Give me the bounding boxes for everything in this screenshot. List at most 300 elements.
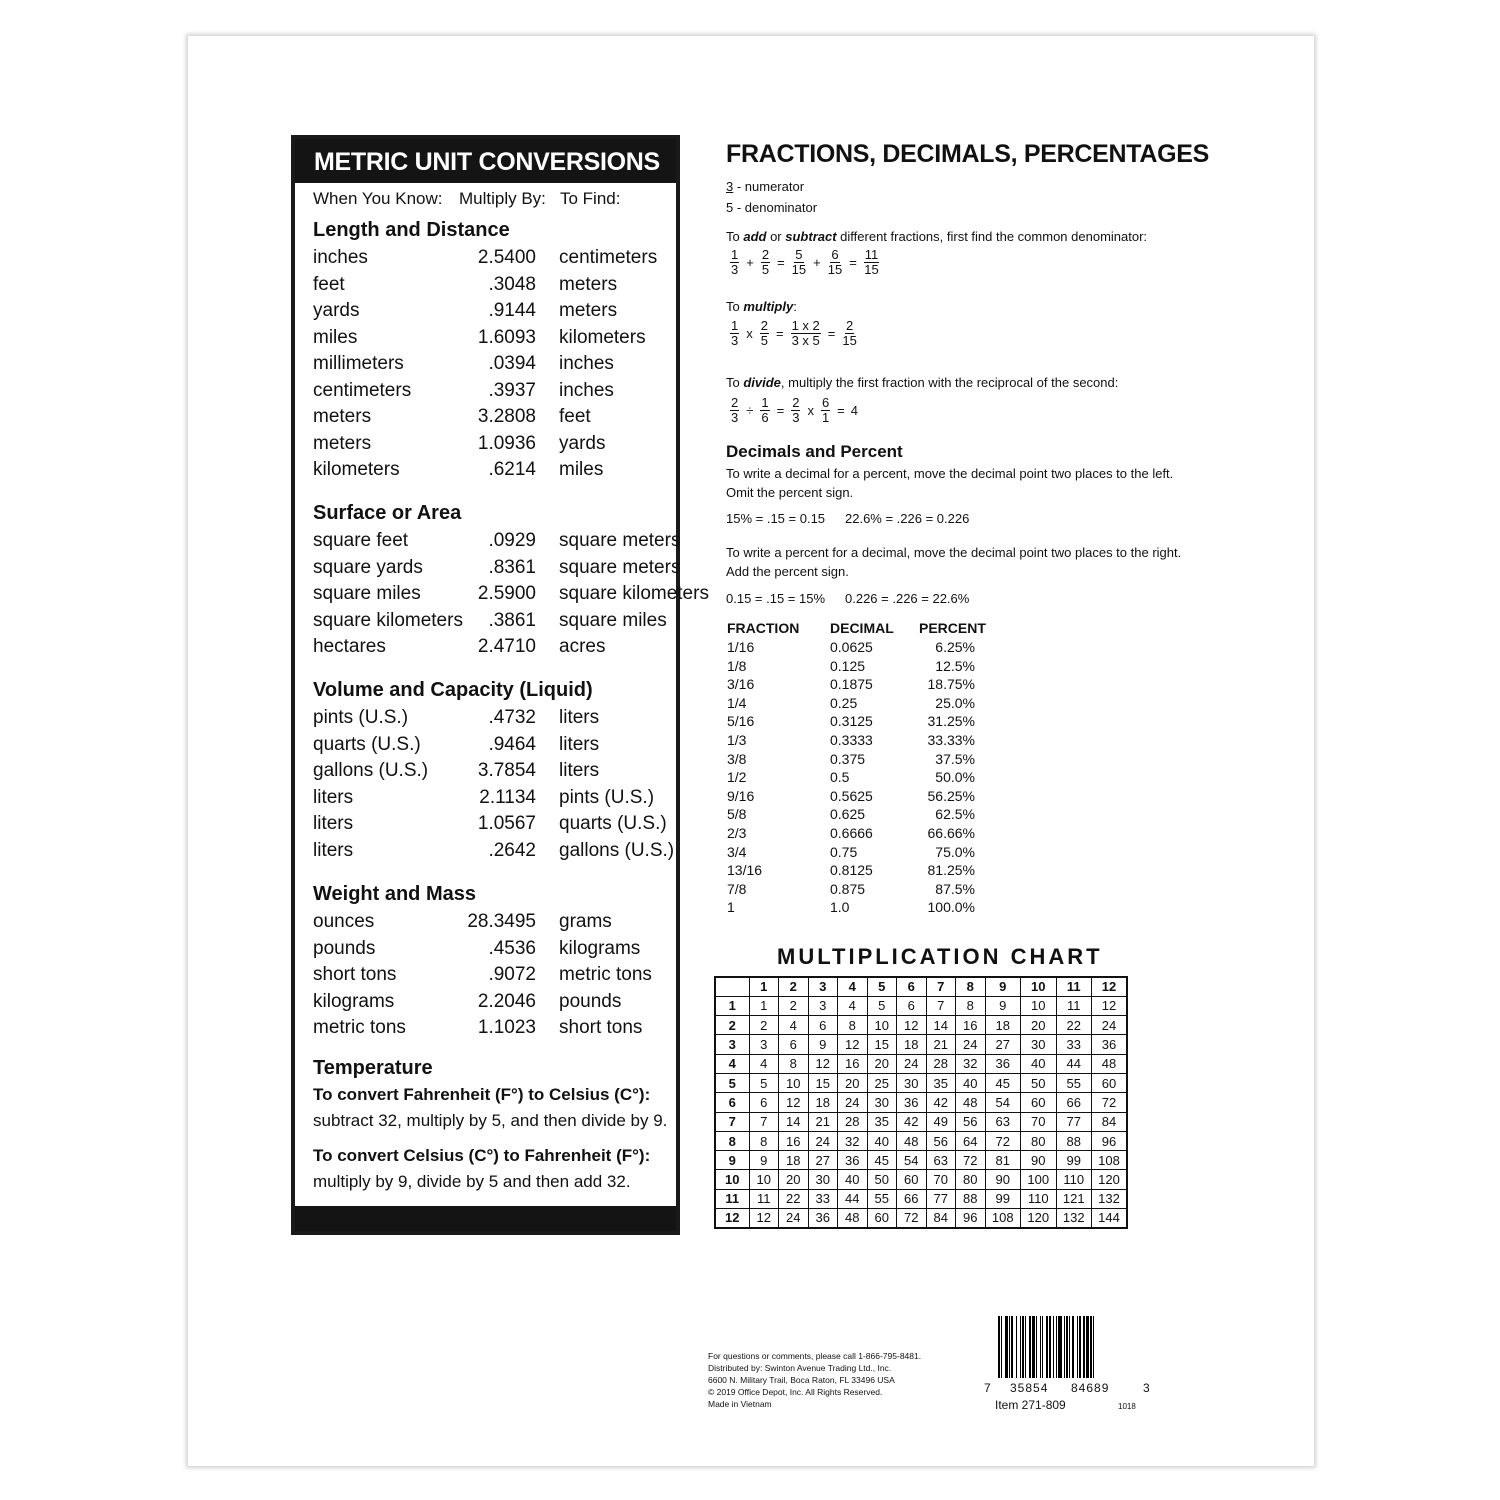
conversion-row (313, 247, 668, 273)
unit-from: feet (313, 273, 345, 295)
unit-to: square kilometers (559, 583, 709, 604)
mult-cell: 60 (867, 1209, 897, 1228)
mult-cell: 16 (956, 1016, 986, 1035)
mult-cell: 18 (985, 1016, 1021, 1035)
conversion-row (313, 707, 668, 733)
multiplier: 2.4710 (477, 636, 536, 657)
fdp-decimal: 0.3333 (830, 732, 873, 748)
mult-cell: 10 (715, 1170, 749, 1189)
mult-cell: 121 (1056, 1189, 1092, 1208)
mult-cell: 2 (715, 1016, 749, 1035)
mult-cell: 120 (1092, 1170, 1128, 1189)
footer-line: 6600 N. Military Trail, Boca Raton, FL 33496 USA (708, 1375, 895, 1385)
unit-from: liters (313, 813, 354, 834)
unit-from: liters (313, 786, 354, 808)
unit-from: yards (313, 300, 360, 321)
mult-cell: 8 (956, 996, 986, 1015)
mult-cell: 12 (1092, 996, 1128, 1015)
dec-para1-line1: To write a decimal for a percent, move the decimal point two places to the left. (726, 466, 1174, 481)
fdp-percent: 6.25% (935, 639, 975, 655)
unit-from: meters (313, 406, 372, 427)
dec-para2-line2: Add the percent sign. (726, 564, 849, 579)
mult-cell: 50 (1021, 1073, 1057, 1092)
mult-cell: 60 (1092, 1073, 1128, 1092)
mult-cell: 28 (838, 1112, 868, 1131)
mult-cell: 4 (838, 996, 868, 1015)
unit-to: liters (559, 733, 600, 755)
mult-cell: 3 (808, 977, 838, 996)
multiplier: 1.1023 (477, 1017, 536, 1038)
mult-cell: 10 (867, 1016, 897, 1035)
mult-cell: 8 (749, 1131, 779, 1150)
mult-cell: 20 (838, 1073, 868, 1092)
multiplier: 28.3495 (467, 911, 536, 932)
mult-cell: 8 (838, 1016, 868, 1035)
unit-to: miles (559, 459, 604, 480)
fdp-fraction: 3/8 (727, 750, 747, 767)
dec-para2-line1: To write a percent for a decimal, move the decimal point two places to the right. (726, 545, 1182, 560)
mult-row (715, 1016, 1127, 1035)
conversion-row (313, 991, 668, 1017)
mult-cell: 70 (1021, 1112, 1057, 1131)
fdp-fraction: 7/8 (727, 880, 747, 897)
mult-cell: 18 (779, 1151, 809, 1170)
mult-cell: 2 (779, 996, 809, 1015)
mult-cell: 28 (926, 1054, 956, 1073)
barcode-digit-right: 3 (1143, 1381, 1151, 1395)
conversion-row (313, 274, 668, 300)
footer-line: Distributed by: Swinton Avenue Trading Ltd., Inc. (708, 1363, 892, 1373)
mult-cell: 4 (779, 1016, 809, 1035)
temperature-title: Temperature (313, 1057, 433, 1079)
mult-cell: 2 (749, 1016, 779, 1035)
mult-cell: 35 (867, 1112, 897, 1131)
mult-cell: 132 (1092, 1189, 1128, 1208)
mult-cell: 4 (749, 1054, 779, 1073)
mult-cell: 6 (715, 1093, 749, 1112)
mult-row (715, 1170, 1127, 1189)
dec-para1-line2: Omit the percent sign. (726, 485, 854, 500)
col-when-you-know: When You Know: (313, 189, 443, 208)
mult-cell: 64 (956, 1131, 986, 1150)
mult-cell: 12 (1092, 977, 1128, 996)
mult-cell: 56 (956, 1112, 986, 1131)
unit-from: centimeters (313, 379, 412, 401)
conversion-row (313, 1017, 668, 1043)
mult-cell: 9 (808, 1035, 838, 1054)
divide-example: $\frac{2}{3}$ ÷ $\frac{1}{6}$ = $\frac{2}{3}$ x $\frac{6}{1}$ = 4 (731, 395, 858, 425)
unit-to: yards (559, 432, 606, 454)
mult-cell: 5 (867, 977, 897, 996)
unit-from: square kilometers (313, 609, 463, 631)
multiplier: 1.0936 (477, 432, 536, 454)
mult-cell: 132 (1056, 1209, 1092, 1228)
mult-cell: 10 (1021, 977, 1057, 996)
unit-to: meters (559, 300, 618, 321)
mult-cell: 56 (926, 1131, 956, 1150)
mult-cell: 1 (715, 996, 749, 1015)
mult-cell: 30 (808, 1170, 838, 1189)
fdp-percent: 37.5% (935, 750, 975, 767)
conversion-row (313, 459, 668, 485)
multiplier: 1.6093 (477, 326, 536, 348)
mult-cell: 14 (779, 1112, 809, 1131)
unit-from: square feet (313, 530, 409, 551)
mult-cell: 4 (838, 977, 868, 996)
fdp-decimal: 0.3125 (830, 713, 873, 730)
mult-cell: 54 (897, 1151, 927, 1170)
mult-cell: 24 (838, 1093, 868, 1112)
unit-to: pounds (559, 990, 622, 1012)
mult-cell: 80 (956, 1170, 986, 1189)
c-to-f-text: multiply by 9, divide by 5 and then add 32. (313, 1172, 631, 1191)
unit-to: inches (559, 353, 614, 374)
unit-from: liters (313, 839, 354, 861)
mult-cell: 48 (897, 1131, 927, 1150)
multiplier: 3.7854 (477, 760, 536, 781)
mult-cell: 66 (1056, 1093, 1092, 1112)
unit-from: inches (313, 247, 368, 268)
mult-cell: 88 (1056, 1131, 1092, 1150)
fdp-percent: 31.25% (927, 713, 975, 730)
mult-cell: 8 (956, 977, 986, 996)
col-to-find: To Find: (560, 189, 621, 208)
mult-cell (715, 977, 749, 996)
fdp-decimal: 0.5625 (830, 787, 873, 804)
add-instruction: To add or subtract different fractions, first find the common denominator: (726, 229, 1148, 244)
multiplier: 2.2046 (477, 990, 536, 1012)
mult-cell: 40 (1021, 1054, 1057, 1073)
mult-cell: 84 (926, 1209, 956, 1228)
fdp-percent: 25.0% (935, 694, 975, 711)
unit-to: liters (559, 760, 600, 781)
barcode-bar (1094, 1316, 1096, 1378)
mult-cell: 77 (926, 1189, 956, 1208)
unit-to: grams (559, 911, 612, 932)
mult-cell: 108 (1092, 1151, 1128, 1170)
mult-cell: 30 (897, 1073, 927, 1092)
fdp-decimal: 0.375 (830, 750, 866, 767)
mult-cell: 7 (749, 1112, 779, 1131)
mult-cell: 22 (1056, 1016, 1092, 1035)
mult-cell: 66 (897, 1189, 927, 1208)
mult-cell: 35 (926, 1073, 956, 1092)
mult-cell: 12 (897, 1016, 927, 1035)
mult-cell: 33 (808, 1189, 838, 1208)
mult-cell: 80 (1021, 1131, 1057, 1150)
unit-to: quarts (U.S.) (559, 813, 667, 834)
mult-cell: 24 (1092, 1016, 1128, 1035)
mult-cell: 30 (1021, 1035, 1057, 1054)
mult-row (715, 1131, 1127, 1150)
fdp-percent: 87.5% (935, 880, 975, 897)
mult-cell: 60 (1021, 1093, 1057, 1112)
fdp-decimal: 0.0625 (830, 639, 873, 655)
conversion-row (313, 380, 668, 406)
mult-cell: 8 (715, 1131, 749, 1150)
mult-row (715, 1209, 1127, 1228)
multiplier: .0394 (488, 353, 536, 374)
fdp-percent: 56.25% (927, 787, 975, 804)
mult-cell: 72 (985, 1131, 1021, 1150)
multiplier: .9072 (488, 964, 536, 985)
dec-example2b: 0.226 = .226 = 22.6% (845, 591, 970, 606)
fdp-fraction: 1/3 (727, 732, 747, 748)
mult-cell: 48 (1092, 1054, 1128, 1073)
divide-instruction: To divide, multiply the first fraction with the reciprocal of the second: (726, 375, 1119, 390)
mult-cell: 36 (808, 1209, 838, 1228)
fdp-percent: 12.5% (935, 657, 975, 674)
mult-cell: 5 (715, 1073, 749, 1092)
multiply-instruction: To multiply: (726, 299, 797, 314)
unit-from: pounds (313, 937, 376, 959)
mult-cell: 24 (897, 1054, 927, 1073)
unit-to: metric tons (559, 964, 652, 985)
conversion-row (313, 300, 668, 326)
metric-title: METRIC UNIT CONVERSIONS (295, 139, 676, 183)
conversion-row (313, 964, 668, 990)
multiply-example: $\frac{1}{3}$ x $\frac{2}{5}$ = $\frac{1 x 2}{3 x 5}$ = $\frac{2}{15}$ (731, 318, 857, 348)
multiplication-table (714, 976, 1128, 1229)
fdp-decimal: 1.0 (830, 899, 850, 916)
mult-cell: 12 (749, 1209, 779, 1228)
mult-cell: 99 (985, 1189, 1021, 1208)
mult-cell: 10 (1021, 996, 1057, 1015)
conversion-row (313, 530, 681, 556)
fdp-decimal: 0.6666 (830, 825, 873, 841)
unit-from: miles (313, 326, 358, 348)
mult-cell: 40 (867, 1131, 897, 1150)
unit-to: acres (559, 636, 606, 657)
mult-cell: 44 (838, 1189, 868, 1208)
footer-line: For questions or comments, please call 1-866-795-8481. (708, 1351, 922, 1361)
barcode (998, 1316, 1138, 1378)
mult-cell: 18 (808, 1093, 838, 1112)
mult-cell: 96 (1092, 1131, 1128, 1150)
conversion-row (313, 911, 668, 937)
mult-cell: 63 (985, 1112, 1021, 1131)
unit-from: quarts (U.S.) (313, 733, 421, 755)
unit-to: gallons (U.S.) (559, 839, 675, 861)
mult-cell: 110 (1021, 1189, 1057, 1208)
mult-cell: 96 (956, 1209, 986, 1228)
mult-cell: 44 (1056, 1054, 1092, 1073)
fdp-percent: 62.5% (935, 806, 975, 823)
mult-row (715, 1073, 1127, 1092)
fdp-head-percent: PERCENT (919, 620, 986, 636)
mult-cell: 6 (897, 996, 927, 1015)
fdp-percent: 33.33% (927, 732, 975, 748)
fdp-head-fraction: FRACTION (727, 620, 800, 636)
mult-cell: 9 (985, 996, 1021, 1015)
unit-to: kilograms (559, 937, 641, 959)
conversion-row (313, 813, 668, 839)
metric-footer-bar (295, 1206, 676, 1231)
mult-row (715, 1054, 1127, 1073)
mult-cell: 54 (985, 1093, 1021, 1112)
mult-cell: 72 (1092, 1093, 1128, 1112)
mult-cell: 24 (808, 1131, 838, 1150)
mult-cell: 9 (715, 1151, 749, 1170)
mult-cell: 14 (926, 1016, 956, 1035)
mult-row (715, 1189, 1127, 1208)
fdp-percent: 100.0% (927, 899, 975, 916)
numerator-note: 3 - numerator (726, 179, 805, 194)
mult-cell: 6 (808, 1016, 838, 1035)
mult-cell: 20 (779, 1170, 809, 1189)
unit-from: square yards (313, 556, 423, 578)
mult-cell: 99 (1056, 1151, 1092, 1170)
conversion-row (313, 787, 668, 813)
conversion-row (313, 327, 668, 353)
mult-cell: 16 (779, 1131, 809, 1150)
conversion-row (313, 610, 668, 636)
mult-cell: 88 (956, 1189, 986, 1208)
mult-cell: 20 (867, 1054, 897, 1073)
mult-cell: 1 (749, 996, 779, 1015)
fdp-decimal: 0.25 (830, 694, 858, 711)
decimals-title: Decimals and Percent (726, 442, 903, 461)
fractions-title: FRACTIONS, DECIMALS, PERCENTAGES (726, 140, 1210, 168)
unit-to: meters (559, 273, 618, 295)
conversion-row (313, 636, 668, 662)
metric-section-title: Weight and Mass (313, 883, 476, 905)
mult-cell: 50 (867, 1170, 897, 1189)
mult-row (715, 1035, 1127, 1054)
c-to-f-heading: To convert Celsius (C°) to Fahrenheit (F°): (313, 1146, 651, 1165)
metric-section-title: Surface or Area (313, 502, 462, 524)
f-to-c-heading: To convert Fahrenheit (F°) to Celsius (C°): (313, 1085, 651, 1104)
f-to-c-text: subtract 32, multiply by 5, and then divide by 9. (313, 1111, 668, 1130)
conversion-row (313, 353, 668, 379)
barcode-digits-mid1: 35854 (1010, 1381, 1049, 1395)
dec-example1b: 22.6% = .226 = 0.226 (845, 511, 970, 526)
unit-to: square miles (559, 609, 667, 631)
fdp-decimal: 0.75 (830, 843, 858, 860)
mult-cell: 11 (1056, 977, 1092, 996)
unit-to: inches (559, 379, 614, 401)
mult-cell: 20 (1021, 1016, 1057, 1035)
unit-to: liters (559, 707, 600, 728)
multiplier: .3861 (488, 609, 536, 631)
barcode-digit-left: 7 (984, 1381, 992, 1395)
mult-cell: 100 (1021, 1170, 1057, 1189)
mult-cell: 30 (867, 1093, 897, 1112)
col-multiply-by: Multiply By: (459, 189, 546, 208)
mult-cell: 36 (897, 1093, 927, 1112)
mult-cell: 108 (985, 1209, 1021, 1228)
mult-cell: 48 (956, 1093, 986, 1112)
mult-cell: 36 (1092, 1035, 1128, 1054)
mult-cell: 4 (715, 1054, 749, 1073)
mult-cell: 3 (715, 1035, 749, 1054)
mult-row (715, 996, 1127, 1015)
mult-row (715, 1112, 1127, 1131)
unit-from: gallons (U.S.) (313, 760, 429, 781)
unit-from: short tons (313, 964, 397, 985)
conversion-row (313, 406, 668, 432)
fdp-fraction: 2/3 (727, 825, 747, 841)
unit-to: square meters (559, 530, 681, 551)
mult-cell: 6 (779, 1035, 809, 1054)
mult-cell: 90 (1021, 1151, 1057, 1170)
fdp-fraction: 1/4 (727, 694, 747, 711)
footer-line: Made in Vietnam (708, 1399, 772, 1409)
mult-cell: 24 (779, 1209, 809, 1228)
mult-cell: 72 (956, 1151, 986, 1170)
fdp-percent: 75.0% (935, 843, 975, 860)
mult-cell: 21 (808, 1112, 838, 1131)
dec-example1a: 15% = .15 = 0.15 (726, 511, 826, 526)
conversion-row (313, 760, 668, 786)
denominator-note: 5 - denominator (726, 200, 818, 215)
fdp-fraction: 1/16 (727, 639, 755, 655)
multiplier: 2.1134 (479, 786, 536, 808)
multiplier: .4536 (488, 937, 536, 959)
fdp-decimal: 0.1875 (830, 676, 873, 693)
fdp-percent: 50.0% (935, 769, 975, 786)
mult-cell: 36 (838, 1151, 868, 1170)
multiplier: .3937 (488, 379, 536, 401)
mult-cell: 15 (867, 1035, 897, 1054)
mult-cell: 40 (956, 1073, 986, 1092)
mult-cell: 33 (1056, 1035, 1092, 1054)
dec-example2a: 0.15 = .15 = 15% (726, 591, 826, 606)
unit-to: pints (U.S.) (559, 786, 655, 808)
multiplier: .4732 (488, 707, 536, 728)
mult-cell: 84 (1092, 1112, 1128, 1131)
unit-from: hectares (313, 636, 386, 657)
mult-cell: 7 (926, 996, 956, 1015)
mult-cell: 12 (779, 1093, 809, 1112)
mult-cell: 27 (985, 1035, 1021, 1054)
barcode-digits-mid2: 84689 (1071, 1381, 1110, 1395)
conversion-row (313, 433, 668, 459)
multiplier: .2642 (488, 839, 536, 861)
multiplier: 1.0567 (477, 813, 536, 834)
mult-cell: 2 (779, 977, 809, 996)
mult-cell: 110 (1056, 1170, 1092, 1189)
unit-from: ounces (313, 911, 375, 932)
fdp-decimal: 0.875 (830, 880, 866, 897)
fdp-fraction: 3/16 (727, 676, 755, 693)
multiplier: 2.5400 (477, 247, 536, 268)
mult-cell: 6 (749, 1093, 779, 1112)
footer-text (708, 1350, 921, 1410)
mult-cell: 11 (749, 1189, 779, 1208)
mult-cell: 32 (838, 1131, 868, 1150)
unit-to: centimeters (559, 247, 658, 268)
mult-cell: 8 (779, 1054, 809, 1073)
mult-cell: 6 (897, 977, 927, 996)
unit-from: metric tons (313, 1017, 406, 1038)
mult-cell: 45 (985, 1073, 1021, 1092)
mult-cell: 25 (867, 1073, 897, 1092)
mult-cell: 72 (897, 1209, 927, 1228)
mult-cell: 9 (985, 977, 1021, 996)
mult-cell: 5 (867, 996, 897, 1015)
mult-cell: 7 (926, 977, 956, 996)
mult-cell: 1 (749, 977, 779, 996)
unit-to: short tons (559, 1017, 643, 1038)
multiplier: .9464 (488, 733, 536, 755)
mult-cell: 11 (1056, 996, 1092, 1015)
mult-cell: 36 (985, 1054, 1021, 1073)
multiplier: .9144 (488, 300, 536, 321)
multiplier: .6214 (488, 459, 536, 480)
mult-row (715, 1093, 1127, 1112)
fdp-head-decimal: DECIMAL (830, 620, 894, 636)
